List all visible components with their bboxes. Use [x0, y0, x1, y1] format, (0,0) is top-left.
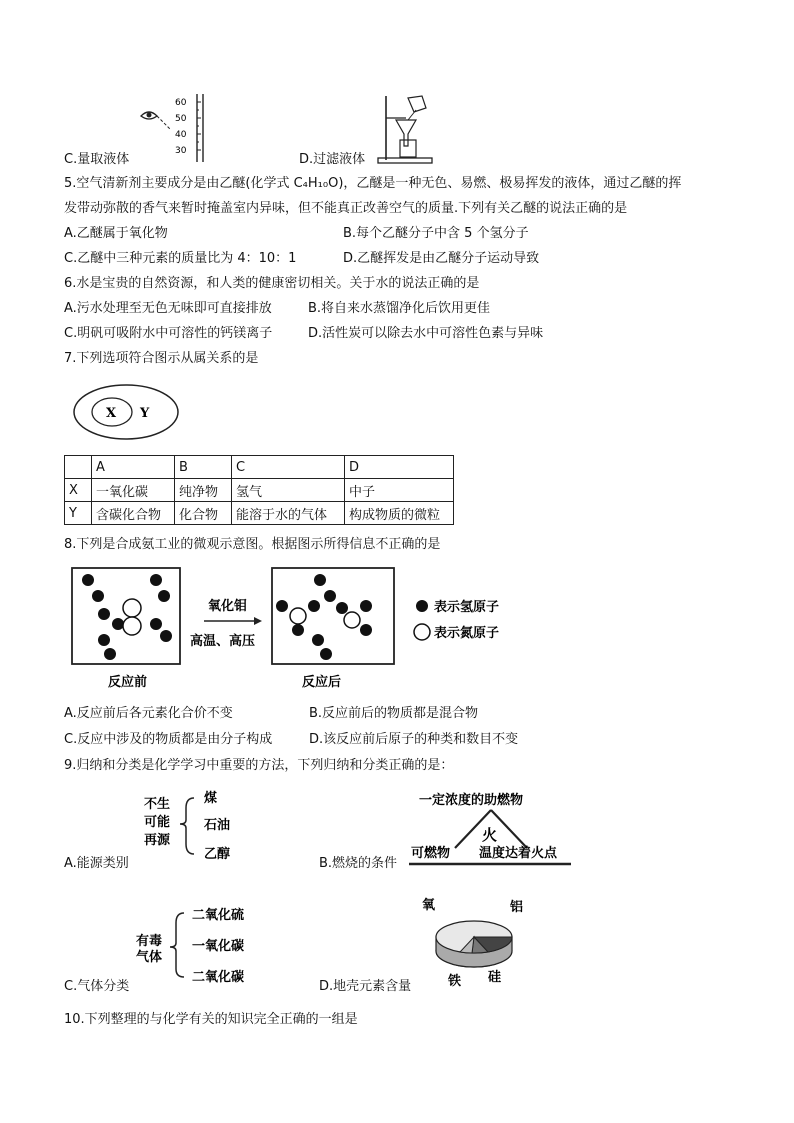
q9-caption-b: B.燃烧的条件: [319, 856, 398, 871]
table-cell: C: [232, 456, 345, 479]
h-atoms-before: [82, 574, 172, 660]
h-atom-legend-icon: [416, 600, 428, 612]
q9-caption-c: C.气体分类: [64, 979, 130, 994]
q6-option-b: B.将自来水蒸馏净化后饮用更佳: [308, 301, 491, 316]
q8-stem: 8.下列是合成氨工业的微观示意图。根据图示所得信息不正确的是: [64, 537, 441, 552]
eye-icon: [141, 112, 171, 130]
q8-option-c: C.反应中涉及的物质都是由分子构成: [64, 732, 273, 747]
catalyst-label: 氧化钼: [208, 599, 248, 614]
triangle-right-label: 温度达着火点: [479, 846, 558, 861]
table-cell: B: [175, 456, 232, 479]
table-cell: 氢气: [232, 479, 345, 502]
q8-option-a: A.反应前后各元素化合价不变: [64, 706, 233, 721]
cylinder-tick: 50: [175, 114, 187, 124]
triangle-top-label: 一定浓度的助燃物: [419, 793, 524, 808]
n-atom-legend-label: 表示氮原子: [434, 626, 500, 641]
h-atom-legend-label: 表示氢原子: [434, 600, 500, 615]
energy-item: 煤: [204, 791, 218, 806]
q4-option-c: C.量取液体: [64, 152, 130, 167]
group-label: 再源: [144, 833, 171, 848]
table-row: [65, 479, 454, 502]
q6-option-d: D.活性炭可以除去水中可溶性色素与异味: [308, 326, 544, 341]
gas-item: 一氧化碳: [192, 939, 245, 954]
pie-label: 铝: [510, 900, 524, 915]
q5-stem-line2: 发带动弥散的香气来暂时掩盖室内异味，但不能真正改善空气的质量.下列有关乙醚的说法正确的是: [64, 201, 628, 216]
q5-option-c: C.乙醚中三种元素的质量比为 4：10：1: [64, 251, 297, 266]
outer-set-label: Y: [140, 406, 150, 421]
table-cell: X: [65, 479, 92, 502]
table-cell: 纯净物: [175, 479, 232, 502]
triangle-center-label: 火: [482, 826, 498, 844]
energy-item: 石油: [204, 818, 231, 833]
conditions-label: 高温、高压: [190, 634, 256, 649]
cylinder-tick: 30: [175, 146, 187, 156]
table-cell: 一氧化碳: [92, 479, 175, 502]
toxic-gas-diagram: [134, 903, 264, 983]
group-label: 气体: [136, 950, 163, 965]
q8-option-d: D.该反应前后原子的种类和数目不变: [309, 732, 519, 747]
combustion-triangle-diagram: [405, 786, 585, 866]
q6-option-c: C.明矾可吸附水中可溶性的钙镁离子: [64, 326, 273, 341]
ammonia-synthesis-diagram: [70, 566, 530, 692]
q5-stem-line1: 5.空气清新剂主要成分是由乙醚(化学式 C₄H₁₀O)，乙醚是一种无色、易燃、极易挥发的液体，通过乙醚的挥: [64, 176, 682, 191]
table-cell: Y: [65, 502, 92, 525]
graduated-cylinder-figure: [135, 90, 215, 165]
cylinder-tick: 60: [175, 98, 187, 108]
table-cell: 能溶于水的气体: [232, 502, 345, 525]
energy-item: 乙醇: [204, 847, 231, 862]
q5-option-b: B.每个乙醚分子中含 5 个氢分子: [343, 226, 529, 241]
q9-stem: 9.归纳和分类是化学学习中重要的方法，下列归纳和分类正确的是：: [64, 758, 454, 773]
q6-option-a: A.污水处理至无色无味即可直接排放: [64, 301, 272, 316]
cylinder-tick: 40: [175, 130, 187, 140]
triangle-left-label: 可燃物: [411, 846, 451, 861]
filtration-figure: [372, 92, 434, 164]
table-cell: [65, 456, 92, 479]
q4-option-d: D.过滤液体: [299, 152, 366, 167]
group-label: 不生: [144, 797, 171, 812]
inner-set-label: X: [106, 406, 117, 421]
table-cell: 中子: [345, 479, 454, 502]
n-atoms-before: [123, 599, 141, 635]
before-caption: 反应前: [108, 675, 148, 690]
gas-item: 二氧化碳: [192, 970, 245, 983]
table-cell: 含碳化合物: [92, 502, 175, 525]
q10-stem: 10.下列整理的与化学有关的知识完全正确的一组是: [64, 1012, 358, 1027]
q8-option-b: B.反应前后的物质都是混合物: [309, 706, 479, 721]
q7-options-table: [64, 455, 454, 525]
table-cell: A: [92, 456, 175, 479]
q5-option-a: A.乙醚属于氧化物: [64, 226, 168, 241]
table-cell: 构成物质的微粒: [345, 502, 454, 525]
q9-caption-d: D.地壳元素含量: [319, 979, 412, 994]
inclusion-diagram: [72, 383, 182, 441]
group-label: 可能: [144, 815, 171, 830]
table-header-row: [65, 456, 454, 479]
table-cell: 化合物: [175, 502, 232, 525]
group-label: 有毒: [136, 934, 163, 949]
pie-label: 氧: [422, 898, 436, 913]
q7-stem: 7.下列选项符合图示从属关系的是: [64, 351, 259, 366]
q5-option-d: D.乙醚挥发是由乙醚分子运动导致: [343, 251, 540, 266]
table-row: [65, 502, 454, 525]
pie-label: 铁: [448, 974, 462, 989]
pie-label: 硅: [488, 970, 502, 985]
q6-stem: 6.水是宝贵的自然资源，和人类的健康密切相关。关于水的说法正确的是: [64, 276, 480, 291]
n-atom-legend-icon: [414, 624, 430, 640]
crust-element-pie: [414, 893, 534, 989]
table-cell: D: [345, 456, 454, 479]
after-caption: 反应后: [302, 675, 342, 690]
gas-item: 二氧化硫: [192, 908, 245, 923]
q9-caption-a: A.能源类别: [64, 856, 129, 871]
energy-category-diagram: [138, 786, 248, 866]
